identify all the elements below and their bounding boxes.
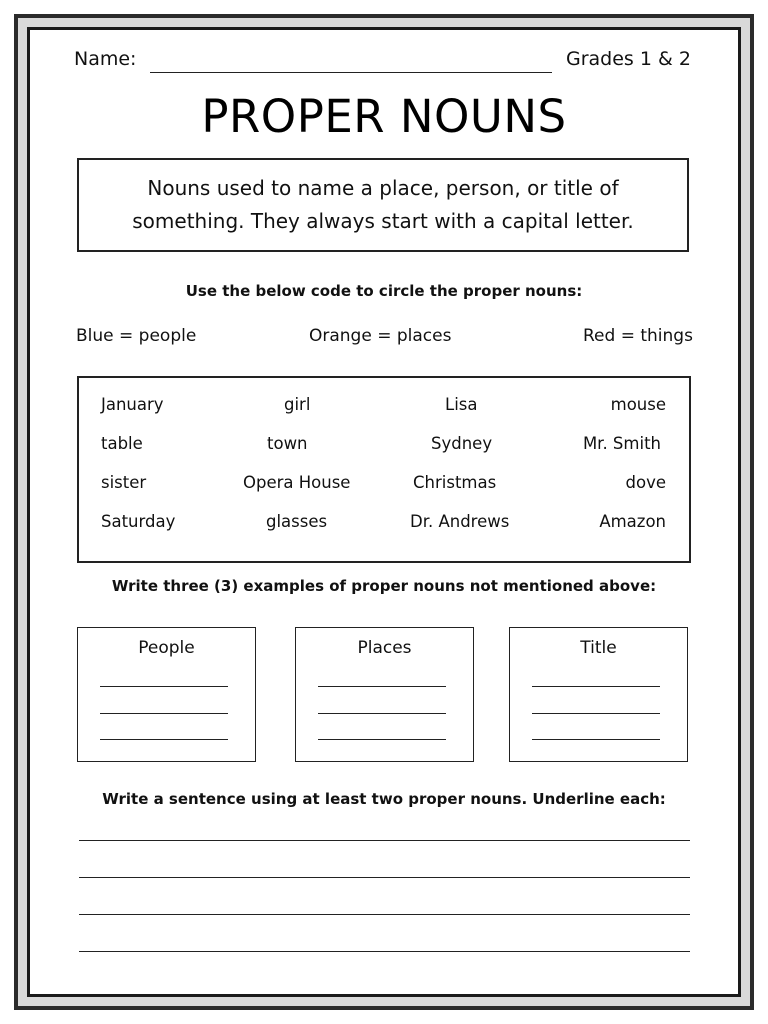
word-item[interactable]: town — [267, 434, 308, 453]
word-item[interactable]: Christmas — [413, 473, 497, 492]
examples-instruction: Write three (3) examples of proper nouns not mentioned above: — [111, 577, 657, 595]
places-box-header: Places — [357, 638, 412, 658]
word-item[interactable]: Saturday — [101, 512, 176, 531]
code-places: Orange = places — [309, 326, 452, 346]
sentence-instruction: Write a sentence using at least two proper nouns. Underline each: — [102, 790, 666, 808]
title-write-line[interactable] — [532, 686, 660, 687]
word-item[interactable]: Lisa — [445, 395, 478, 414]
places-write-line[interactable] — [318, 686, 446, 687]
sentence-write-line[interactable] — [79, 951, 690, 952]
people-write-line[interactable] — [100, 739, 228, 740]
places-write-line[interactable] — [318, 713, 446, 714]
word-item[interactable]: dove — [625, 473, 666, 492]
title-example-box — [509, 627, 688, 762]
title-write-line[interactable] — [532, 713, 660, 714]
name-write-line[interactable] — [150, 72, 552, 73]
circle-instruction: Use the below code to circle the proper nouns: — [185, 282, 583, 300]
places-example-box — [295, 627, 474, 762]
word-item[interactable]: table — [101, 434, 143, 453]
definition-line-1: Nouns used to name a place, person, or title of — [147, 176, 619, 200]
people-box-header: People — [138, 638, 195, 658]
word-item[interactable]: mouse — [610, 395, 666, 414]
grades-label: Grades 1 & 2 — [566, 48, 691, 70]
word-grid-box — [77, 376, 691, 563]
word-item[interactable]: Opera House — [243, 473, 351, 492]
places-write-line[interactable] — [318, 739, 446, 740]
definition-box — [77, 158, 689, 252]
people-write-line[interactable] — [100, 686, 228, 687]
word-item[interactable]: Amazon — [599, 512, 666, 531]
word-item[interactable]: sister — [101, 473, 147, 492]
title-box-header: Title — [580, 638, 617, 658]
definition-text — [88, 172, 678, 238]
definition-line-2: something. They always start with a capital letter. — [132, 209, 634, 233]
sentence-write-line[interactable] — [79, 840, 690, 841]
word-item[interactable]: girl — [284, 395, 311, 414]
word-item[interactable]: glasses — [266, 512, 328, 531]
code-things: Red = things — [583, 326, 693, 346]
word-item[interactable]: January — [101, 395, 164, 414]
word-item[interactable]: Mr. Smith — [582, 434, 661, 453]
name-label: Name: — [74, 48, 137, 70]
title-write-line[interactable] — [532, 739, 660, 740]
word-item[interactable]: Dr. Andrews — [410, 512, 510, 531]
people-write-line[interactable] — [100, 713, 228, 714]
people-example-box — [77, 627, 256, 762]
sentence-write-line[interactable] — [79, 877, 690, 878]
sentence-write-line[interactable] — [79, 914, 690, 915]
word-item[interactable]: Sydney — [431, 434, 493, 453]
worksheet-title: PROPER NOUNS — [201, 90, 567, 143]
code-people: Blue = people — [76, 326, 197, 346]
